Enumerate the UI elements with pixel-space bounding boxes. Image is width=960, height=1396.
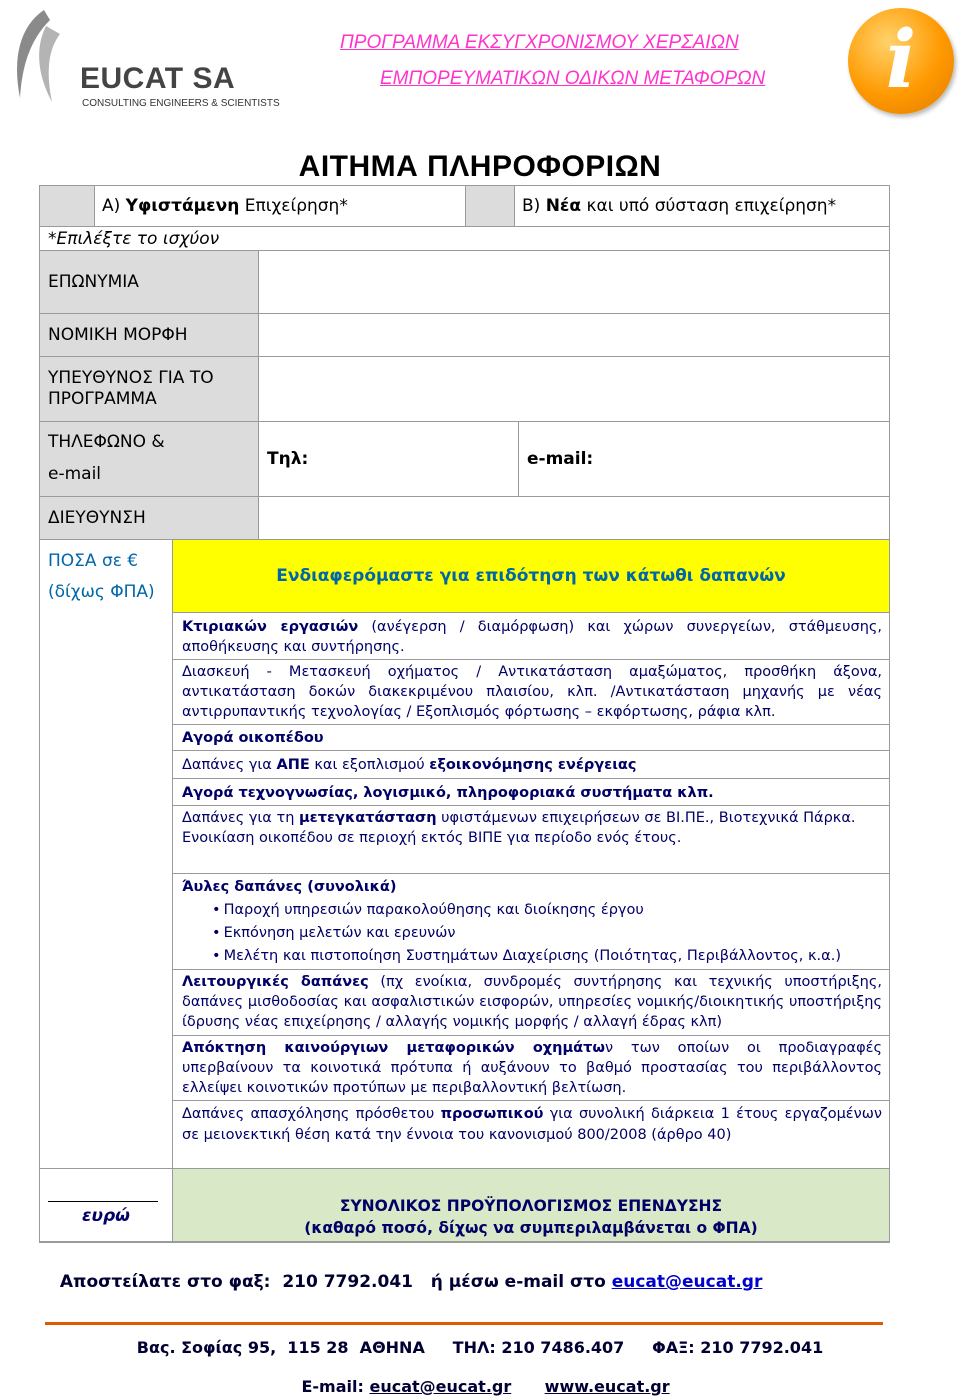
option-a-checkbox[interactable] bbox=[39, 185, 95, 227]
amount-label-l1: ΠΟΣΑ σε € bbox=[48, 551, 139, 571]
expense-operating bbox=[182, 972, 882, 1032]
amount-column bbox=[39, 539, 173, 1243]
option-b-checkbox[interactable] bbox=[465, 185, 515, 227]
expense-building-rest: (ανέγερση / διαμόρφωση) και χώρων συνεργείων, στάθμευσης, αποθήκευσης και συντήρησης. bbox=[182, 619, 883, 655]
send-instructions bbox=[48, 1252, 762, 1292]
option-a-label bbox=[102, 196, 348, 217]
footer-contact bbox=[0, 1358, 960, 1396]
expense-vehicle-conversion: Διασκευή - Μετασκευή οχήματος / Αντικατάσταση αμαξώματος, προσθήκη άξονα, αντικατάσταση δοκών διακεκριμένου πλαισίου, κλπ. /Αντικατάσταση μηχανής με νέας αντιρρυπαντικής τεχνολογίας / Εξοπλισμός φόρτωσης – εκφόρτωσης, ράφια κλπ. bbox=[182, 664, 882, 720]
total-amount-input[interactable] bbox=[39, 1168, 173, 1242]
expense-operating-bold: Λειτουργικές δαπάνες bbox=[182, 974, 369, 990]
expense-staff-a: Δαπάνες απασχόλησης πρόσθετου bbox=[182, 1106, 441, 1122]
expense-energy-c: και εξοπλισμού bbox=[309, 757, 430, 773]
expense-intangible-title: Άυλες δαπάνες (συνολικά) bbox=[182, 879, 397, 895]
tel-label: Τηλ: bbox=[267, 449, 309, 469]
program-title-line2: ΕΜΠΟΡΕΥΜΑΤΙΚΩΝ ΟΔΙΚΩΝ ΜΕΤΑΦΟΡΩΝ bbox=[380, 68, 766, 89]
expense-staff-c: για συνολική διάρκεια 1 έτους εργαζομένων σε μειονεκτική θέση κατά την έννοια του κανονισμού 800/2008 (άρθρο 40) bbox=[182, 1106, 882, 1143]
total-label-l1: ΣΥΝΟΛΙΚΟΣ ΠΡΟΫΠΟΛΟΓΙΣΜΟΣ ΕΠΕΝΔΥΣΗΣ bbox=[339, 1197, 723, 1215]
company-name-input[interactable] bbox=[258, 250, 890, 314]
email-label: e-mail: bbox=[527, 449, 594, 469]
address-label: ΔΙΕΥΘΥΝΣΗ bbox=[48, 508, 146, 528]
expense-energy-b: ΑΠΕ bbox=[276, 757, 310, 773]
footer-address: Βας. Σοφίας 95, 115 28 ΑΘΗΝΑ ΤΗΛ: 210 7486.407 ΦΑΞ: 210 7792.041 bbox=[136, 1338, 824, 1357]
option-b-bold: Νέα bbox=[545, 196, 582, 216]
expense-building bbox=[182, 617, 882, 657]
intangible-item: • Εκπόνηση μελετών και ερευνών bbox=[212, 923, 882, 943]
logo-text: EUCAT SA bbox=[80, 62, 236, 95]
expense-relocation bbox=[182, 808, 882, 848]
legal-form-label: ΝΟΜΙΚΗ ΜΟΡΦΗ bbox=[48, 325, 188, 345]
send-prefix: Αποστείλατε στο φαξ: 210 7792.041 ή μέσω e-mail στο bbox=[59, 1272, 612, 1292]
page-title: ΑΙΤΗΜΑ ΠΛΗΡΟΦΟΡΙΩΝ bbox=[298, 150, 662, 183]
option-a-bold: Υφιστάμενη bbox=[125, 196, 240, 216]
send-email-link[interactable]: eucat@eucat.gr bbox=[611, 1272, 763, 1292]
info-icon bbox=[848, 8, 954, 114]
choice-note: *Επιλέξτε το ισχύον bbox=[48, 229, 220, 249]
expense-building-bold: Κτιριακών εργασιών bbox=[182, 619, 359, 635]
logo-swoosh-icon bbox=[6, 6, 86, 116]
intangible-item: • Μελέτη και πιστοποίηση Συστημάτων Διαχείρισης (Ποιότητας, Περιβάλλοντος, κ.α.) bbox=[212, 946, 882, 966]
amount-label-l2: (δίχως ΦΠΑ) bbox=[48, 582, 155, 602]
responsible-input[interactable] bbox=[258, 356, 890, 422]
phone-label-l2: e-mail bbox=[48, 464, 102, 484]
total-currency: ευρώ bbox=[82, 1206, 130, 1226]
intangible-item: • Παροχή υπηρεσιών παρακολούθησης και διοίκησης έργου bbox=[212, 900, 882, 920]
expense-relocation-c: υφιστάμενων επιχειρήσεων σε ΒΙ.ΠΕ., Βιοτεχνικά Πάρκα. bbox=[436, 810, 856, 826]
option-b-rest: και υπό σύσταση επιχείρηση* bbox=[581, 196, 837, 216]
expense-operating-rest: (πχ ενοίκια, συνδρομές συντήρησης και τεχνικής υποστήριξης, δαπάνες μισθοδοσίας και ασφαλιστικών εισφορών, υπηρεσίες νομικής/διοικητικής υποστήριξης ίδρυσης νέας επιχείρησης / αλλαγής νομικής μορφής / αλλαγή έδρας κλπ) bbox=[182, 974, 882, 1030]
expense-new-vehicles-rest: ν των οποίων οι προδιαγραφές υπερβαίνουν τα κοινοτικά πρότυπα ή αυξάνουν το βαθμό προστασίας του περιβάλλοντος ελλείψει κοινοτικών προτύπων με περιβαλλοντική βελτίωση. bbox=[182, 1040, 882, 1096]
expense-new-vehicles bbox=[182, 1038, 882, 1098]
responsible-label-l2: ΠΡΟΓΡΑΜΜΑ bbox=[48, 389, 157, 409]
option-a-rest: Επιχείρηση* bbox=[239, 196, 348, 216]
expense-knowhow: Αγορά τεχνογνωσίας, λογισμικό, πληροφοριακά συστήματα κλπ. bbox=[182, 785, 714, 801]
option-b-label bbox=[522, 196, 836, 217]
footer-email-link[interactable]: eucat@eucat.gr bbox=[369, 1377, 512, 1396]
option-a-prefix: Α) bbox=[102, 196, 126, 216]
expense-energy-a: Δαπάνες για bbox=[182, 757, 277, 773]
footer-web-link[interactable]: www.eucat.gr bbox=[544, 1377, 670, 1396]
company-name-label: ΕΠΩΝΥΜΙΑ bbox=[48, 272, 139, 292]
logo-subtitle: CONSULTING ENGINEERS & SCIENTISTS bbox=[82, 98, 280, 109]
expense-new-vehicles-bold: Απόκτηση καινούργιων μεταφορικών οχημάτω bbox=[182, 1040, 605, 1056]
expense-land-purchase: Αγορά οικοπέδου bbox=[182, 730, 324, 746]
interest-header: Ενδιαφερόμαστε για επιδότηση των κάτωθι δαπανών bbox=[276, 566, 786, 586]
expense-staff bbox=[182, 1104, 882, 1146]
expense-land-lease: Ενοικίαση οικοπέδου σε περιοχή εκτός ΒΙΠΕ για περίοδο ενός έτους. bbox=[182, 830, 682, 846]
expense-energy bbox=[182, 755, 882, 775]
option-b-prefix: Β) bbox=[522, 196, 546, 216]
phone-label-l1: ΤΗΛΕΦΩΝΟ & bbox=[48, 432, 165, 452]
expense-relocation-a: Δαπάνες για τη bbox=[182, 810, 300, 826]
responsible-label-l1: ΥΠΕΥΘΥΝΟΣ ΓΙΑ ΤΟ bbox=[48, 368, 214, 388]
address-input[interactable] bbox=[258, 496, 890, 540]
footer-email-label: E-mail: bbox=[301, 1377, 370, 1396]
expense-staff-b: προσωπικού bbox=[440, 1106, 544, 1122]
expense-relocation-b: μετεγκατάσταση bbox=[299, 810, 437, 826]
total-label-l2: (καθαρό ποσό, δίχως να συμπεριλαμβάνεται ο ΦΠΑ) bbox=[304, 1219, 758, 1237]
expense-energy-d: εξοικονόμησης ενέργειας bbox=[429, 757, 637, 773]
legal-form-input[interactable] bbox=[258, 313, 890, 357]
footer-rule bbox=[45, 1322, 883, 1325]
program-title-line1: ΠΡΟΓΡΑΜΜΑ ΕΚΣΥΓΧΡΟΝΙΣΜΟΥ ΧΕΡΣΑΙΩΝ bbox=[340, 32, 739, 53]
info-glyph: i bbox=[885, 12, 917, 106]
